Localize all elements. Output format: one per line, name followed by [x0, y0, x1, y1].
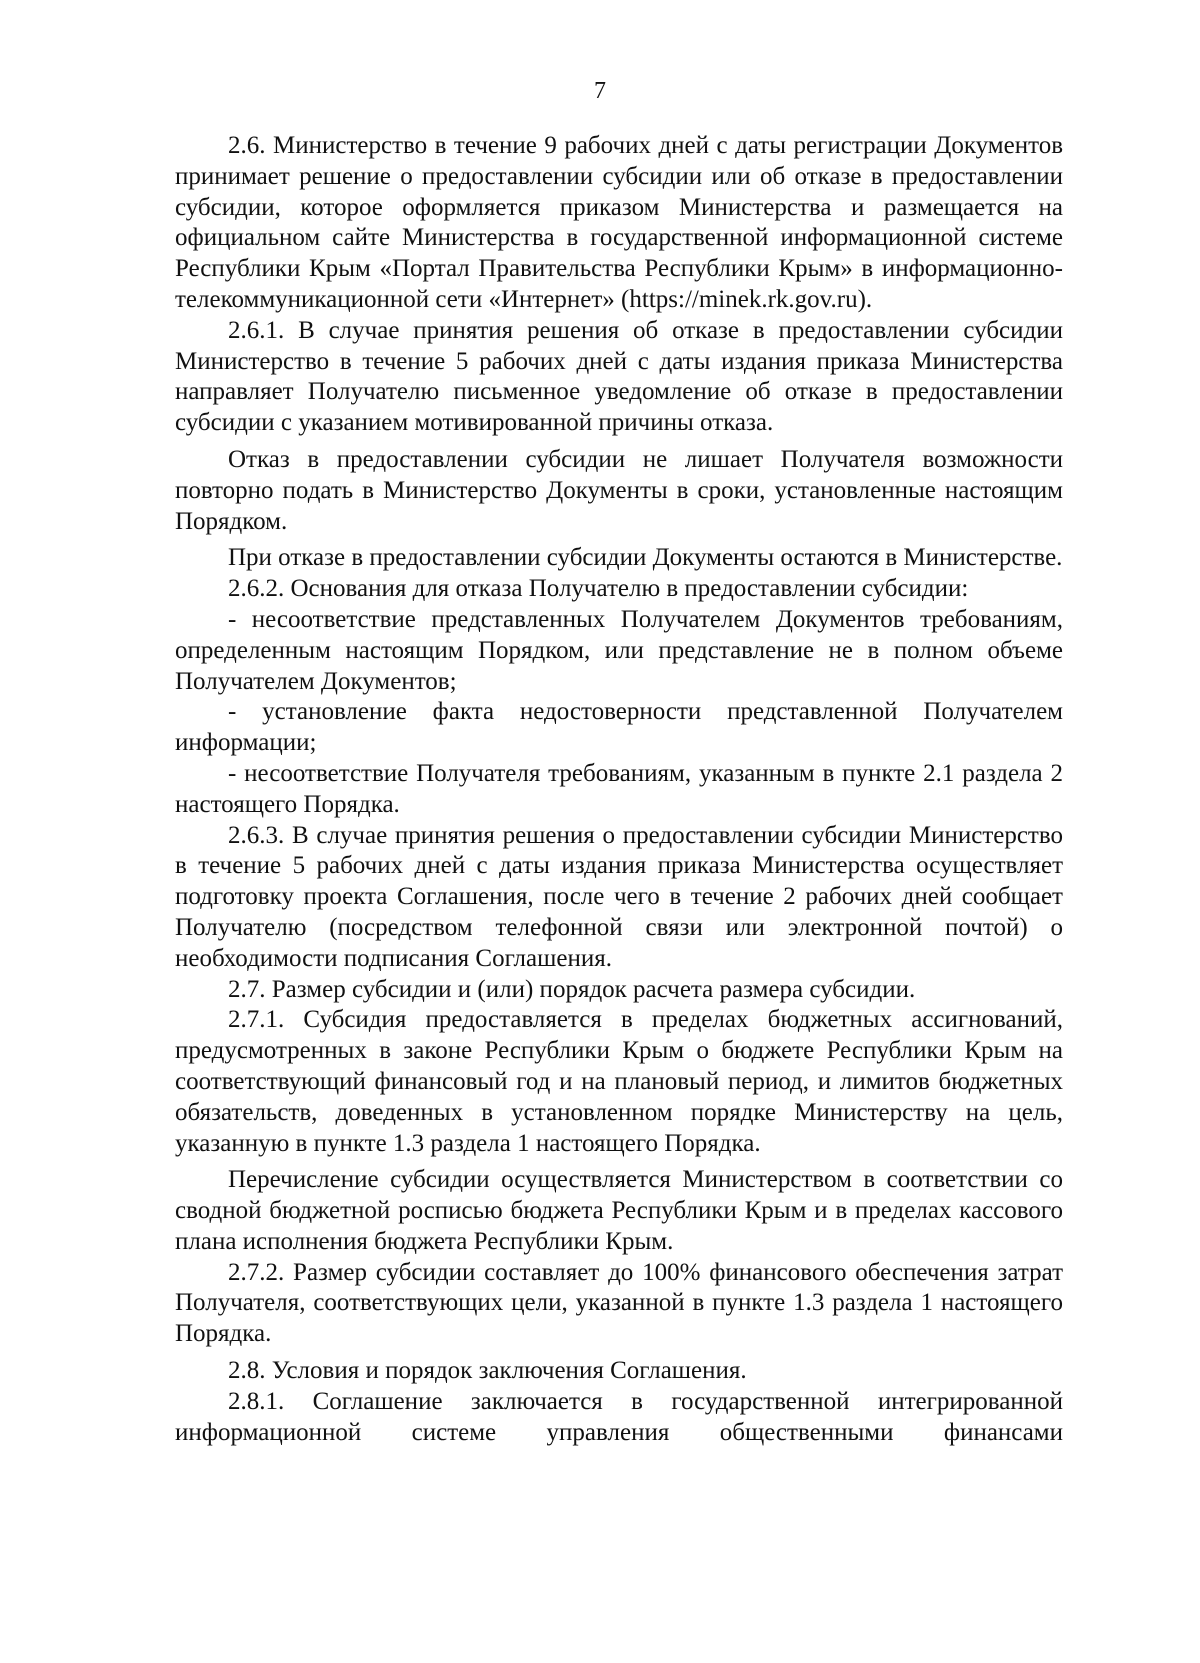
- paragraph-2-6: 2.6. Министерство в течение 9 рабочих дней с даты регистрации Документов принимает решение о предоставлении субсидии или об отказе в предоставлении субсидии, которое оформляется приказом Министерства и размещается на официальном сайте Министерства в государственной информационной системе Республики Крым «Портал Правительства Республики Крым» в информационно-телекоммуникационной сети «Интернет» (https://minek.rk.gov.ru).: [175, 132, 1063, 313]
- paragraph-2-6-2: 2.6.2. Основания для отказа Получателю в предоставлении субсидии:: [228, 575, 969, 603]
- paragraph-2-8-1: 2.8.1. Соглашение заключается в государственной интегрированной информационной системе управления общественными финансами: [175, 1387, 1063, 1446]
- page-number: 7: [594, 78, 606, 104]
- paragraph-refusal-note: Отказ в предоставлении субсидии не лишает Получателя возможности повторно подать в Министерство Документы в сроки, установленные настоящим Порядком.: [175, 445, 1063, 535]
- list-item-documents-mismatch: - несоответствие представленных Получателем Документов требованиям, определенным настоящим Порядком, или представление не в полном объеме Получателем Документов;: [175, 605, 1063, 695]
- paragraph-2-7: 2.7. Размер субсидии и (или) порядок расчета размера субсидии.: [228, 975, 916, 1003]
- list-item-false-information: - установление факта недостоверности представленной Получателем информации;: [175, 698, 1063, 757]
- list-item-requirements-mismatch: - несоответствие Получателя требованиям, указанным в пункте 2.1 раздела 2 настоящего Порядка.: [175, 759, 1063, 818]
- paragraph-transfer: Перечисление субсидии осуществляется Министерством в соответствии со сводной бюджетной росписью бюджета Республики Крым и в пределах кассового плана исполнения бюджета Республики Крым.: [175, 1166, 1063, 1255]
- paragraph-2-7-1: 2.7.1. Субсидия предоставляется в пределах бюджетных ассигнований, предусмотренных в законе Республики Крым о бюджете Республики Крым на соответствующий финансовый год и на плановый период, и лимитов бюджетных обязательств, доведенных в установленном порядке Министерству на цель, указанную в пункте 1.3 раздела 1 настоящего Порядка.: [175, 1006, 1063, 1157]
- document-body: [175, 131, 1063, 1448]
- paragraph-2-6-1: 2.6.1. В случае принятия решения об отказе в предоставлении субсидии Министерство в течение 5 рабочих дней с даты издания приказа Министерства направляет Получателю письменное уведомление об отказе в предоставлении субсидии с указанием мотивированной причины отказа.: [175, 316, 1063, 437]
- paragraph-2-8: 2.8. Условия и порядок заключения Соглашения.: [228, 1357, 747, 1385]
- paragraph-documents-remain: При отказе в предоставлении субсидии Документы остаются в Министерстве.: [228, 544, 1063, 572]
- paragraph-2-7-2: 2.7.2. Размер субсидии составляет до 100% финансового обеспечения затрат Получателя, соответствующих цели, указанной в пункте 1.3 раздела 1 настоящего Порядка.: [175, 1258, 1063, 1348]
- paragraph-2-6-3: 2.6.3. В случае принятия решения о предоставлении субсидии Министерство в течение 5 рабочих дней с даты издания приказа Министерства осуществляет подготовку проекта Соглашения, после чего в течение 2 рабочих дней сообщает Получателю (посредством телефонной связи или электронной почтой) о необходимости подписания Соглашения.: [175, 821, 1063, 972]
